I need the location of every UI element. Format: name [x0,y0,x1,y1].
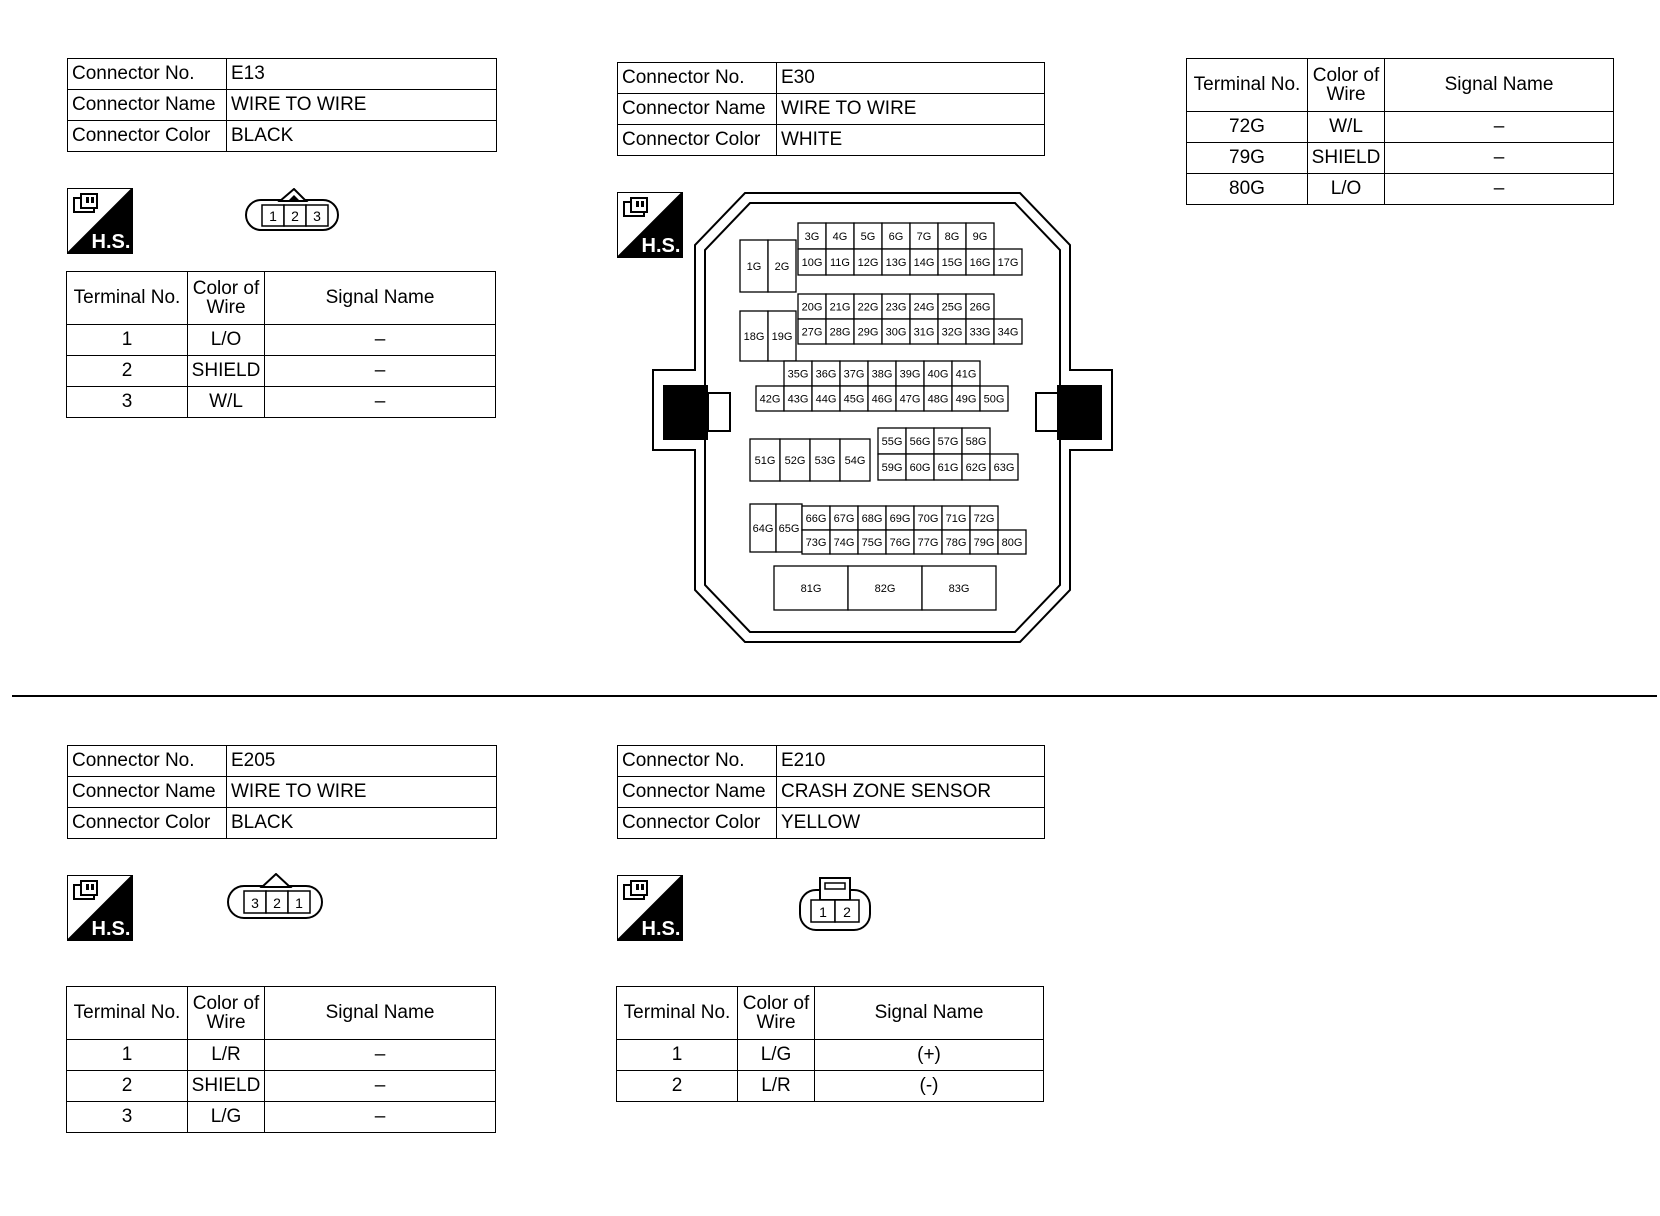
harness-side-icon [67,875,133,941]
pin-label: 10G [801,257,823,269]
pin-label: 82G [874,583,896,595]
label-connector-name: Connector Name [68,90,227,121]
table-row: 1 L/O – [67,325,496,356]
pin-label: 74G [833,537,855,549]
label-connector-color: Connector Color [68,808,227,839]
value-connector-no: E30 [777,63,1045,94]
pin-label: 30G [885,326,907,339]
pin-label: 20G [801,301,823,314]
pin-label: 44G [815,393,837,406]
label-connector-color: Connector Color [68,121,227,152]
pin-label: 25G [941,301,963,314]
harness-side-icon [67,188,133,254]
pin-label: 80G [1001,537,1023,549]
pin-label: 15G [941,257,963,269]
header-signal-name: Signal Name [265,272,496,325]
pin-label: 3 [313,208,321,224]
pin-label: 29G [857,326,879,339]
pin-label: 5G [860,231,876,243]
pin-label: 32G [941,326,963,339]
pin-label: 1 [819,904,827,920]
header-color-of-wire: Color of Wire [188,987,265,1040]
label-connector-color: Connector Color [618,808,777,839]
pin-label: 76G [889,537,911,549]
pin-label: 41G [955,368,977,381]
header-color-of-wire: Color of Wire [738,987,815,1040]
table-row: 80G L/O – [1187,174,1614,205]
hs-label: H.S. [641,235,681,257]
pin-label: 72G [973,513,995,525]
table-row: 72G W/L – [1187,112,1614,143]
value-connector-color: WHITE [777,125,1045,156]
pin-label: 23G [885,301,907,314]
pin-label: 27G [801,326,823,339]
header-terminal-no: Terminal No. [67,987,188,1040]
label-connector-no: Connector No. [68,746,227,777]
pin-label: 83G [948,583,970,595]
pin-label: 79G [973,537,995,549]
connector-face-e30 [650,190,1115,645]
hs-label: H.S. [641,918,681,940]
pin-label: 78G [945,537,967,549]
connector-info-e205 [67,745,497,839]
hs-label: H.S. [91,231,131,253]
table-row: 3 W/L – [67,387,496,418]
pin-label: 59G [881,462,903,474]
pin-label: 8G [944,231,960,243]
header-signal-name: Signal Name [265,987,496,1040]
pin-label: 1G [746,261,762,273]
pin-label: 26G [969,301,991,314]
pin-label: 3G [804,231,820,243]
pin-label: 57G [937,436,959,448]
pin-label: 11G [830,257,850,269]
table-row: 1 L/G (+) [617,1040,1044,1071]
pin-label: 16G [969,257,991,269]
value-connector-name: WIRE TO WIRE [777,94,1045,125]
pin-label: 35G [787,368,809,381]
pin-label: 2 [291,208,299,224]
header-signal-name: Signal Name [1385,59,1614,112]
pin-label: 17G [997,257,1019,269]
label-connector-no: Connector No. [618,63,777,94]
pin-label: 68G [861,513,883,525]
table-row: 3 L/G – [67,1102,496,1133]
label-connector-no: Connector No. [68,59,227,90]
pin-label: 52G [784,455,806,467]
pin-label: 12G [857,257,879,269]
pin-label: 64G [752,523,774,535]
pin-label: 53G [814,455,836,467]
pin-label: 22G [857,301,879,314]
section-divider [12,695,1657,697]
pin-label: 54G [844,455,866,467]
pin-label: 1 [295,895,303,911]
value-connector-name: WIRE TO WIRE [227,90,497,121]
pin-label: 67G [833,513,855,525]
pin-label: 61G [937,462,959,474]
harness-side-icon [617,875,683,941]
connector-face-e205 [226,873,326,923]
pin-label: 65G [778,523,800,535]
table-row: 79G SHIELD – [1187,143,1614,174]
value-connector-no: E13 [227,59,497,90]
label-connector-name: Connector Name [68,777,227,808]
pin-label: 70G [917,513,939,525]
header-terminal-no: Terminal No. [617,987,738,1040]
pin-label: 6G [888,231,904,243]
value-connector-no: E205 [227,746,497,777]
pin-label: 71G [945,513,967,525]
pin-label: 49G [955,393,977,406]
value-connector-color: BLACK [227,808,497,839]
pin-label: 2 [843,904,851,920]
pin-label: 51G [754,455,776,467]
pin-label: 81G [800,583,822,595]
pin-label: 40G [927,368,949,381]
pin-label: 46G [871,393,893,406]
label-connector-color: Connector Color [618,125,777,156]
pin-label: 42G [759,393,781,406]
connector-info-e13 [67,58,497,152]
table-row: 1 L/R – [67,1040,496,1071]
pin-label: 3 [251,895,259,911]
header-terminal-no: Terminal No. [67,272,188,325]
pin-label: 9G [972,231,988,243]
terminal-table-e205 [66,986,496,1133]
pin-label: 45G [843,393,865,406]
hs-label: H.S. [91,918,131,940]
value-connector-name: CRASH ZONE SENSOR [777,777,1045,808]
pin-label: 36G [815,368,837,381]
connector-info-e30 [617,62,1045,156]
pin-label: 38G [871,368,893,381]
pin-label: 19G [771,331,793,343]
pin-label: 56G [909,436,931,448]
value-connector-name: WIRE TO WIRE [227,777,497,808]
pin-label: 60G [909,462,931,474]
pin-label: 43G [787,393,809,406]
terminal-table-e210 [616,986,1044,1102]
pin-label: 2G [774,261,790,273]
pin-label: 21G [829,301,851,314]
connector-info-e210 [617,745,1045,839]
header-color-of-wire: Color of Wire [1308,59,1385,112]
pin-label: 66G [805,513,827,525]
pin-label: 1 [269,208,277,224]
pin-label: 4G [832,231,848,243]
terminal-table-e13 [66,271,496,418]
pin-label: 55G [881,436,903,448]
pin-label: 28G [829,326,851,339]
value-connector-color: YELLOW [777,808,1045,839]
pin-label: 13G [885,257,907,269]
pin-label: 39G [899,368,921,381]
pin-label: 24G [913,301,935,314]
pin-label: 62G [965,462,987,474]
header-color-of-wire: Color of Wire [188,272,265,325]
pin-label: 73G [805,537,827,549]
pin-label: 58G [965,436,987,448]
table-row: 2 L/R (-) [617,1071,1044,1102]
header-signal-name: Signal Name [815,987,1044,1040]
label-connector-name: Connector Name [618,777,777,808]
label-connector-no: Connector No. [618,746,777,777]
pin-label: 63G [993,462,1015,474]
pin-label: 14G [913,257,935,269]
connector-face-e210 [798,876,874,934]
pin-label: 50G [983,393,1005,406]
table-row: 2 SHIELD – [67,1071,496,1102]
table-row: 2 SHIELD – [67,356,496,387]
connector-face-e13 [244,188,342,236]
pin-label: 33G [969,326,991,339]
pin-label: 7G [916,231,932,243]
pin-label: 37G [843,368,865,381]
pin-label: 18G [743,331,765,343]
pin-label: 75G [861,537,883,549]
pin-label: 2 [273,895,281,911]
label-connector-name: Connector Name [618,94,777,125]
value-connector-color: BLACK [227,121,497,152]
pin-label: 48G [927,393,949,406]
header-terminal-no: Terminal No. [1187,59,1308,112]
pin-label: 31G [913,326,935,339]
pin-label: 47G [899,393,921,406]
pin-label: 34G [997,326,1019,339]
value-connector-no: E210 [777,746,1045,777]
pin-label: 69G [889,513,911,525]
terminal-table-e30 [1186,58,1614,205]
pin-label: 77G [917,537,939,549]
